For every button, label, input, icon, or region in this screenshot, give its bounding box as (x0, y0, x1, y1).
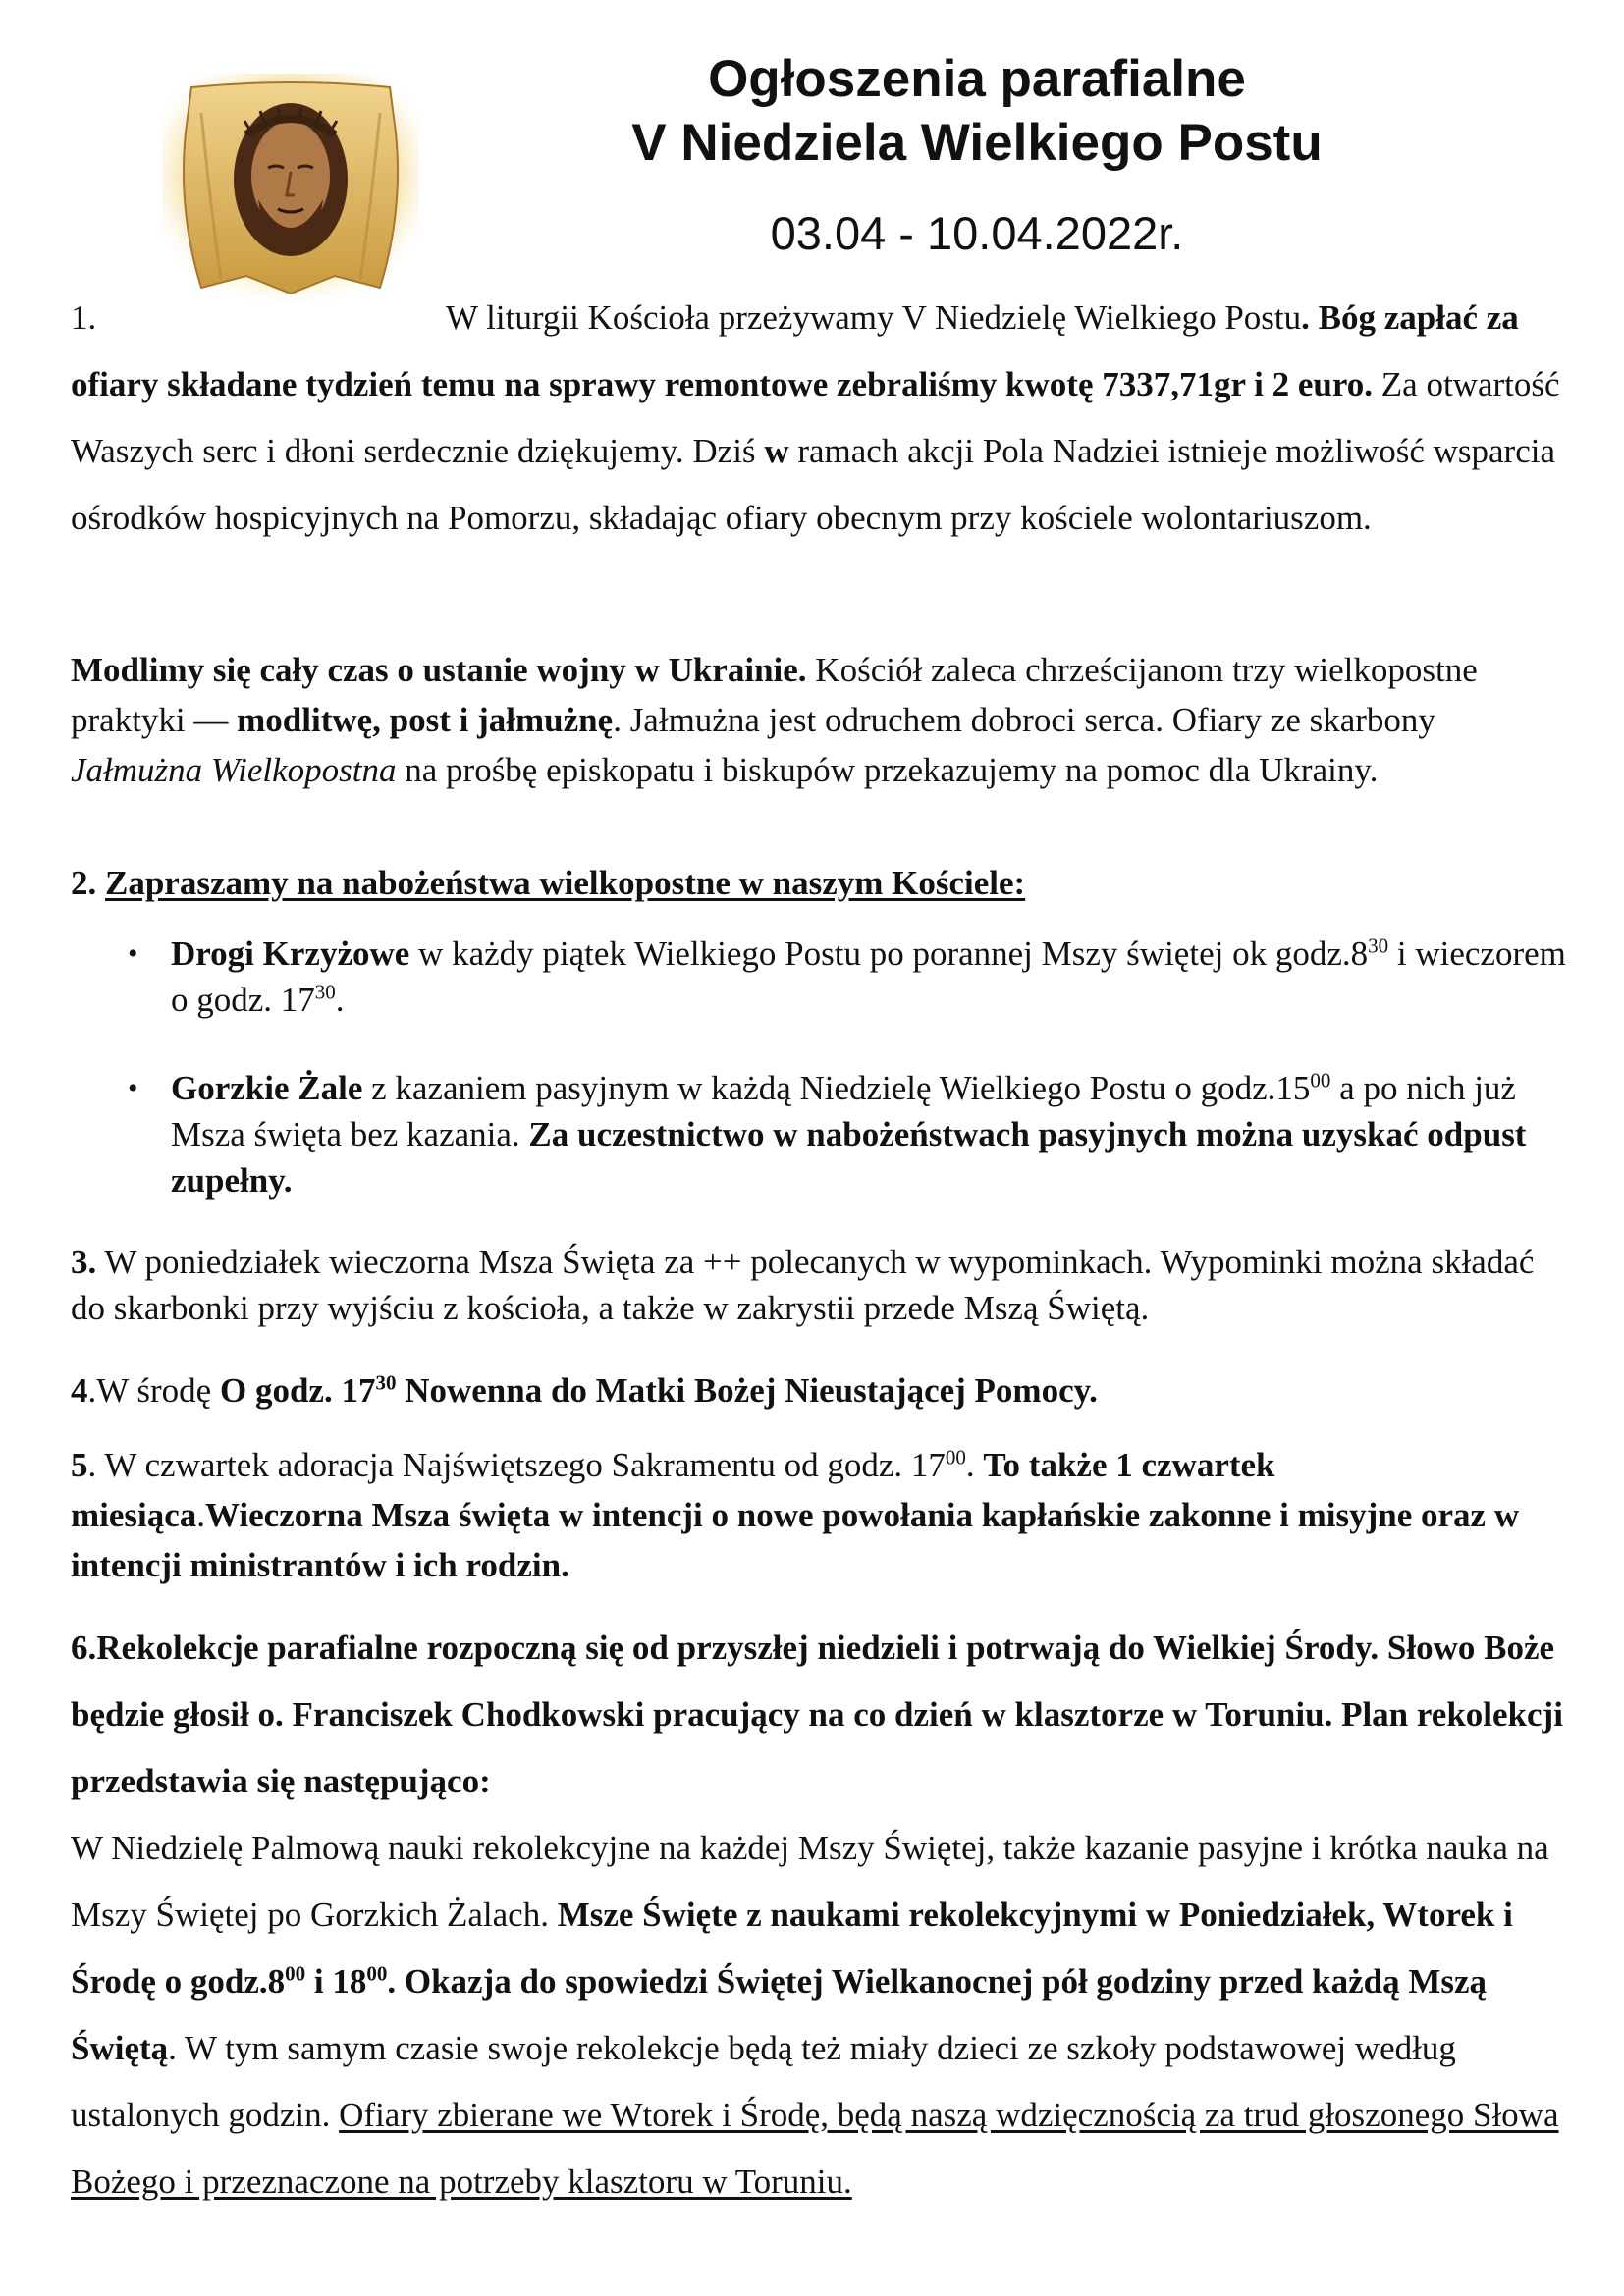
bold-run: modlitwę, post i jałmużnę (237, 701, 614, 739)
list-item (71, 931, 1568, 1023)
title-line-1: Ogłoszenia parafialne (708, 50, 1246, 108)
text-run: . W czwartek adoracja Najświętszego Sakramentu od godz. 17 (87, 1446, 946, 1484)
announcement-3 (71, 1239, 1568, 1331)
superscript: 30 (375, 1370, 397, 1395)
text-run: . (965, 1446, 984, 1484)
text-run: w każdy piątek Wielkiego Postu po porannej Mszy świętej ok godz.8 (409, 934, 1369, 973)
announcement-number: 3. (71, 1243, 97, 1281)
bold-run: To także 1 czwartek miesiąca (71, 1446, 1275, 1534)
text-run: . W tym samym czasie swoje rekolekcje będą też miały dzieci ze szkoły podstawowej według ustalonych godzin. (71, 2029, 1456, 2134)
bold-run: . Okazja do spowiedzi Świętej Wielkanocnej pół godziny przed każdą Mszą Świętą (71, 1962, 1488, 2067)
text-run: .W środę (87, 1371, 220, 1410)
announcement-number: 5 (71, 1446, 88, 1484)
text-run: a po nich już Msza święta bez kazania. (171, 1069, 1516, 1153)
bold-run: 6.Rekolekcje parafialne rozpoczną się od przyszłej niedzieli i potrwają do Wielkiej Środy. Słowo Boże będzie głosił o. Franciszek Chodkowski pracujący na co dzień w klasztorze w Toruniu. Plan rekolekcji przedstawia się następująco: (71, 1629, 1563, 1800)
bold-run: Drogi Krzyżowe (171, 934, 410, 973)
bold-run: Nowenna do Matki Bożej Nieustającej Pomocy. (396, 1371, 1098, 1410)
section-heading: Zapraszamy na nabożeństwa wielkopostne w naszym Kościele: (105, 864, 1026, 902)
text-run: ramach akcji Pola Nadziei istnieje możliwość wsparcia ośrodków hospicyjnych na Pomorzu, składając ofiary obecnym przy kościele wolontariuszom. (71, 432, 1556, 537)
list-item (71, 1065, 1568, 1203)
bullet-icon: • (128, 937, 138, 970)
lent-services-list (71, 931, 1568, 1203)
superscript: 00 (945, 1445, 966, 1469)
bold-run: Modlimy się cały czas o ustanie wojny w Ukrainie. (71, 651, 807, 689)
bold-run: Gorzkie Żale (171, 1069, 363, 1107)
bold-run: . Bóg zapłać za ofiary składane tydzień temu na sprawy remontowe zebraliśmy kwotę 7337,71gr i 2 euro. (71, 298, 1519, 403)
text-run: . (335, 981, 345, 1019)
underlined-run: Ofiary zbierane we Wtorek i Środę, będą naszą wdzięcznością za trud głoszonego Słowa Bożego i przeznaczone na potrzeby klasztoru w Toruniu. (71, 2096, 1559, 2201)
superscript: 30 (1368, 934, 1389, 958)
title-line-2: V Niedziela Wielkiego Postu (631, 114, 1323, 172)
text-run: na prośbę episkopatu i biskupów przekazujemy na pomoc dla Ukrainy. (396, 751, 1379, 789)
announcement-6 (71, 1615, 1568, 2216)
bold-run: Msze Święte z naukami rekolekcyjnymi w Poniedziałek, Wtorek i Środę o godz.8 (71, 1896, 1513, 2001)
text-run: W Niedzielę Palmową nauki rekolekcyjne na każdej Mszy Świętej, także kazanie pasyjne i krótka nauka na Mszy Świętej po Gorzkich Żalach. (71, 1829, 1549, 1934)
bold-run: w (764, 432, 789, 470)
announcement-number: 4 (71, 1371, 88, 1410)
bold-run: i 18 (305, 1962, 367, 2001)
date-range: 03.04 - 10.04.2022r. (770, 207, 1184, 259)
superscript: 00 (1310, 1068, 1331, 1093)
announcement-5 (71, 1440, 1568, 1590)
text-run: z kazaniem pasyjnym w każdą Niedzielę Wielkiego Postu o godz.15 (362, 1069, 1311, 1107)
bullet-icon: • (128, 1072, 138, 1104)
holy-face-veil-icon (162, 74, 419, 301)
text-run: Kościół zaleca chrześcijanom trzy wielkopostne praktyki — (71, 651, 1478, 739)
text-run: Za otwartość Waszych serc i dłoni serdecznie dziękujemy. Dziś (71, 365, 1560, 470)
bold-run: Wieczorna Msza święta w intencji o nowe powołania kapłańskie zakonne i misyjne oraz w intencji ministrantów i ich rodzin. (71, 1496, 1520, 1584)
announcement-number: 2. (71, 864, 97, 902)
announcement-number: 1. (71, 298, 97, 337)
text-run: . Jałmużna jest odruchem dobroci serca. Ofiary ze skarbony (613, 701, 1435, 739)
bold-run: O godz. 17 (219, 1371, 376, 1410)
superscript: 30 (314, 980, 336, 1004)
italic-run: Jałmużna Wielkopostna (71, 751, 397, 789)
text-run: i wieczorem o godz. 17 (171, 934, 1566, 1019)
bold-run: Za uczestnictwo w nabożeństwach pasyjnych można uzyskać odpust zupełny. (171, 1115, 1527, 1200)
announcement-2-heading (71, 858, 1568, 908)
announcement-1-ukraine (71, 645, 1568, 795)
announcement-1 (71, 285, 1568, 552)
text-run: . (196, 1496, 206, 1534)
text-run: W liturgii Kościoła przeżywamy V Niedzielę Wielkiego Postu (446, 298, 1302, 337)
page-title (550, 47, 1404, 175)
announcement-4 (71, 1367, 1568, 1414)
text-run: W poniedziałek wieczorna Msza Święta za ++ polecanych w wypominkach. Wypominki można składać do skarbonki przy wyjściu z kościoła, a także w zakrystii przede Mszą Świętą. (71, 1243, 1535, 1327)
superscript: 00 (366, 1961, 388, 1986)
superscript: 00 (285, 1961, 306, 1986)
